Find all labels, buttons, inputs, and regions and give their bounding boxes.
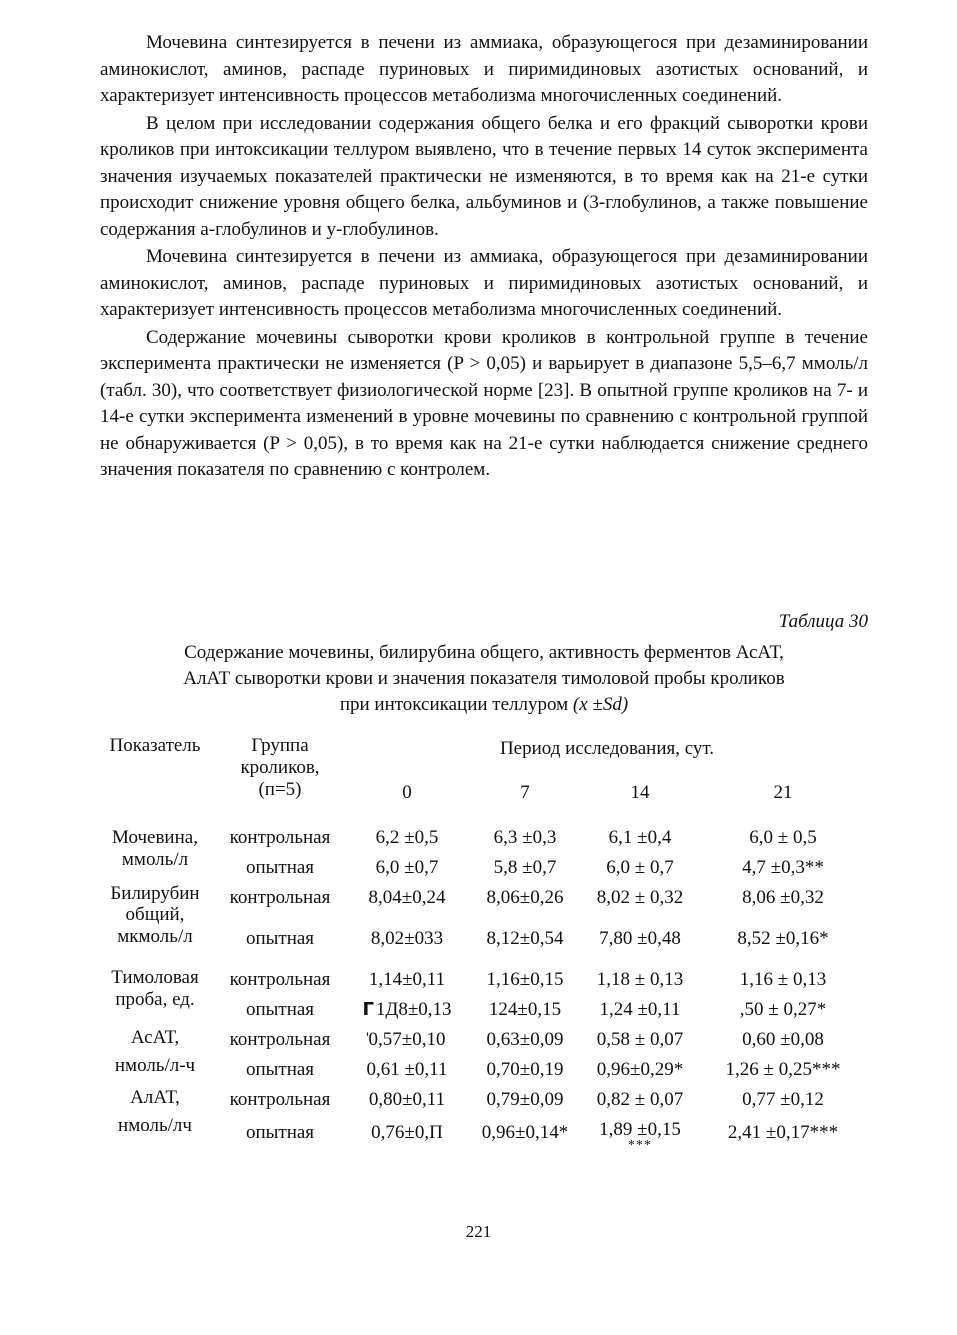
header-period: Период исследования, сут.: [499, 738, 715, 759]
header-group: [214, 735, 346, 823]
header-day-14: 14: [630, 782, 650, 803]
header-indicator: Показатель: [109, 735, 201, 756]
value-cell: 0,96±0,14*: [481, 1122, 569, 1143]
table-row: [96, 965, 868, 995]
value-cell: 5,8 ±0,7: [493, 857, 557, 878]
table-caption: [100, 640, 868, 718]
indicator-alat-line-2: нмоль/лч: [118, 1115, 192, 1136]
indicator-urea-line-2: ммоль/л: [121, 849, 189, 870]
value-cell: 8,12±0,54: [486, 928, 564, 949]
value-cell: 8,04±0,24: [368, 887, 446, 908]
paragraph-4: Содержание мочевины сыворотки крови кроликов в контрольной группе в течение эксперимента практически не изменяется (P > 0,05) и варьирует в диапазоне 5,5–6,7 ммоль/л (табл. 30), что соответствует физиологической норме [23]. В опытной группе кроликов на 7- и 14-е сутки эксперимента изменений в уровне мочевины по сравнению с контрольной группой не обнаруживается (P > 0,05), в то время как на 21-е сутки наблюдается снижение среднего значения показателя по сравнению с контролем.: [100, 326, 868, 480]
value-cell: 6,1 ±0,4: [608, 827, 672, 848]
value-text: 1Д8±0,13: [375, 999, 452, 1020]
value-cell: 0,70±0,19: [486, 1059, 564, 1080]
group-cell: опытная: [245, 999, 315, 1020]
group-cell: контрольная: [229, 827, 331, 848]
paragraph-2: В целом при исследовании содержания общего белка и его фракций сыворотки крови кроликов при интоксикации теллуром выявлено, что в течение первых 14 суток эксперимента значения изучаемых показателей практически не изменяются, в то время как на 21-е сутки происходит снижение уровня общего белка, альбуминов и (3-глобулинов, а также повышение содержания а-глобулинов и у-глобулинов.: [100, 112, 868, 240]
caption-formula: (x ±Sd): [572, 694, 629, 715]
indicator-asat-line-1: АсАТ,: [130, 1027, 180, 1048]
value-cell: 7,80 ±0,48: [599, 928, 681, 949]
group-cell: опытная: [245, 928, 315, 949]
indicator-bilirubin-line-2: общий,: [125, 904, 185, 925]
caption-line-3-text: при интоксикации теллуром: [339, 694, 569, 715]
value-cell: 0,57±0,10: [368, 1029, 446, 1050]
value-cell: 0,60 ±0,08: [742, 1029, 824, 1050]
indicator-urea-line-1: Мочевина,: [112, 827, 198, 848]
table-header-row-1: [96, 735, 868, 763]
table-row: [96, 823, 868, 853]
value-cell: 6,0 ± 0,7: [606, 857, 674, 878]
caption-line-2: АлАТ сыворотки крови и значения показателя тимоловой пробы кроликов: [183, 668, 785, 689]
value-cell: 4,7 ±0,3**: [742, 857, 824, 878]
indicator-urea: [96, 823, 214, 883]
scan-tick-mark: ': [366, 1030, 369, 1047]
body-text: [100, 30, 868, 484]
indicator-bilirubin: [96, 883, 214, 965]
group-cell: опытная: [245, 1122, 315, 1143]
group-cell: контрольная: [229, 1089, 331, 1110]
indicator-bilirubin-line-1: Билирубин: [110, 883, 200, 904]
table-row: [96, 883, 868, 913]
group-cell: опытная: [245, 857, 315, 878]
header-day-0: 0: [402, 782, 412, 803]
table-row: [96, 1025, 868, 1055]
value-cell: [582, 1115, 698, 1151]
value-cell: 8,06±0,26: [486, 887, 564, 908]
value-cell: 0,61 ±0,11: [366, 1059, 448, 1080]
value-cell: 8,02 ± 0,32: [596, 887, 684, 908]
value-cell: 0,63±0,09: [486, 1029, 564, 1050]
value-cell: 0,82 ± 0,07: [596, 1089, 684, 1110]
indicator-bilirubin-line-3: мкмоль/л: [117, 926, 193, 947]
indicator-asat: [96, 1025, 214, 1085]
value-cell: 2,41 ±0,17***: [727, 1122, 839, 1143]
indicator-thymol-line-2: проба, ед.: [115, 989, 195, 1010]
scan-mark: Г: [362, 999, 374, 1020]
value-cell: 6,0 ±0,7: [375, 857, 439, 878]
value-cell: 1,18 ± 0,13: [596, 969, 684, 990]
indicator-thymol: [96, 965, 214, 1025]
value-cell: 0,58 ± 0,07: [596, 1029, 684, 1050]
value-cell: 1,14±0,11: [368, 969, 446, 990]
significance-stars: ***: [628, 1138, 652, 1153]
value-cell: 124±0,15: [488, 999, 562, 1020]
header-group-line-2: кроликов,: [240, 757, 320, 778]
value-cell: 0,77 ±0,12: [742, 1089, 824, 1110]
indicator-alat-line-1: АлАТ,: [130, 1087, 180, 1108]
table-number-label: Таблица 30: [778, 611, 868, 632]
caption-line-3: [100, 692, 868, 718]
header-group-line-1: Группа: [251, 735, 309, 756]
value-cell: ,50 ± 0,27*: [739, 999, 827, 1020]
value-cell: 6,3 ±0,3: [493, 827, 557, 848]
indicator-thymol-line-1: Тимоловая: [111, 967, 199, 988]
group-cell: опытная: [245, 1059, 315, 1080]
value-text: 1,89 ±0,15: [599, 1119, 681, 1140]
indicator-asat-line-2: нмоль/л-ч: [114, 1055, 196, 1076]
page-number: 221: [465, 1222, 492, 1241]
value-cell: 0,80±0,11: [368, 1089, 446, 1110]
value-cell: 8,52 ±0,16*: [737, 928, 829, 949]
value-cell: 0,96±0,29*: [596, 1059, 684, 1080]
group-cell: контрольная: [229, 969, 331, 990]
value-cell: 1,24 ±0,11: [599, 999, 681, 1020]
header-group-line-3: (п=5): [258, 779, 302, 800]
header-day-21: 21: [773, 782, 793, 803]
header-day-7: 7: [520, 782, 530, 803]
value-cell: [346, 995, 468, 1025]
group-cell: контрольная: [229, 1029, 331, 1050]
value-cell: 1,16 ± 0,13: [739, 969, 827, 990]
value-cell: 0,76±0,П: [371, 1122, 443, 1143]
value-cell: 8,06 ±0,32: [742, 887, 824, 908]
table-row: [96, 1085, 868, 1115]
indicator-alat: [96, 1085, 214, 1151]
value-cell: 0,79±0,09: [486, 1089, 564, 1110]
caption-line-1: Содержание мочевины, билирубина общего, активность ферментов АсАТ,: [184, 642, 784, 663]
paragraph-1: Мочевина синтезируется в печени из аммиака, образующегося при дезаминировании аминокислот, аминов, распаде пуриновых и пиримидиновых азотистых оснований, и характеризует интенсивность процессов метаболизма многочисленных соединений.: [100, 32, 868, 106]
value-cell: 1,26 ± 0,25***: [725, 1059, 841, 1080]
value-cell: 1,16±0,15: [486, 969, 564, 990]
value-cell: 6,0 ± 0,5: [749, 827, 817, 848]
paragraph-3: Мочевина синтезируется в печени из аммиака, образующегося при дезаминировании аминокислот, аминов, распаде пуриновых и пиримидиновых азотистых оснований, и характеризует интенсивность процессов метаболизма многочисленных соединений.: [100, 246, 868, 320]
results-table: [96, 735, 868, 1151]
value-cell: 8,02±033: [370, 928, 444, 949]
group-cell: контрольная: [229, 887, 331, 908]
value-cell: 6,2 ±0,5: [375, 827, 439, 848]
